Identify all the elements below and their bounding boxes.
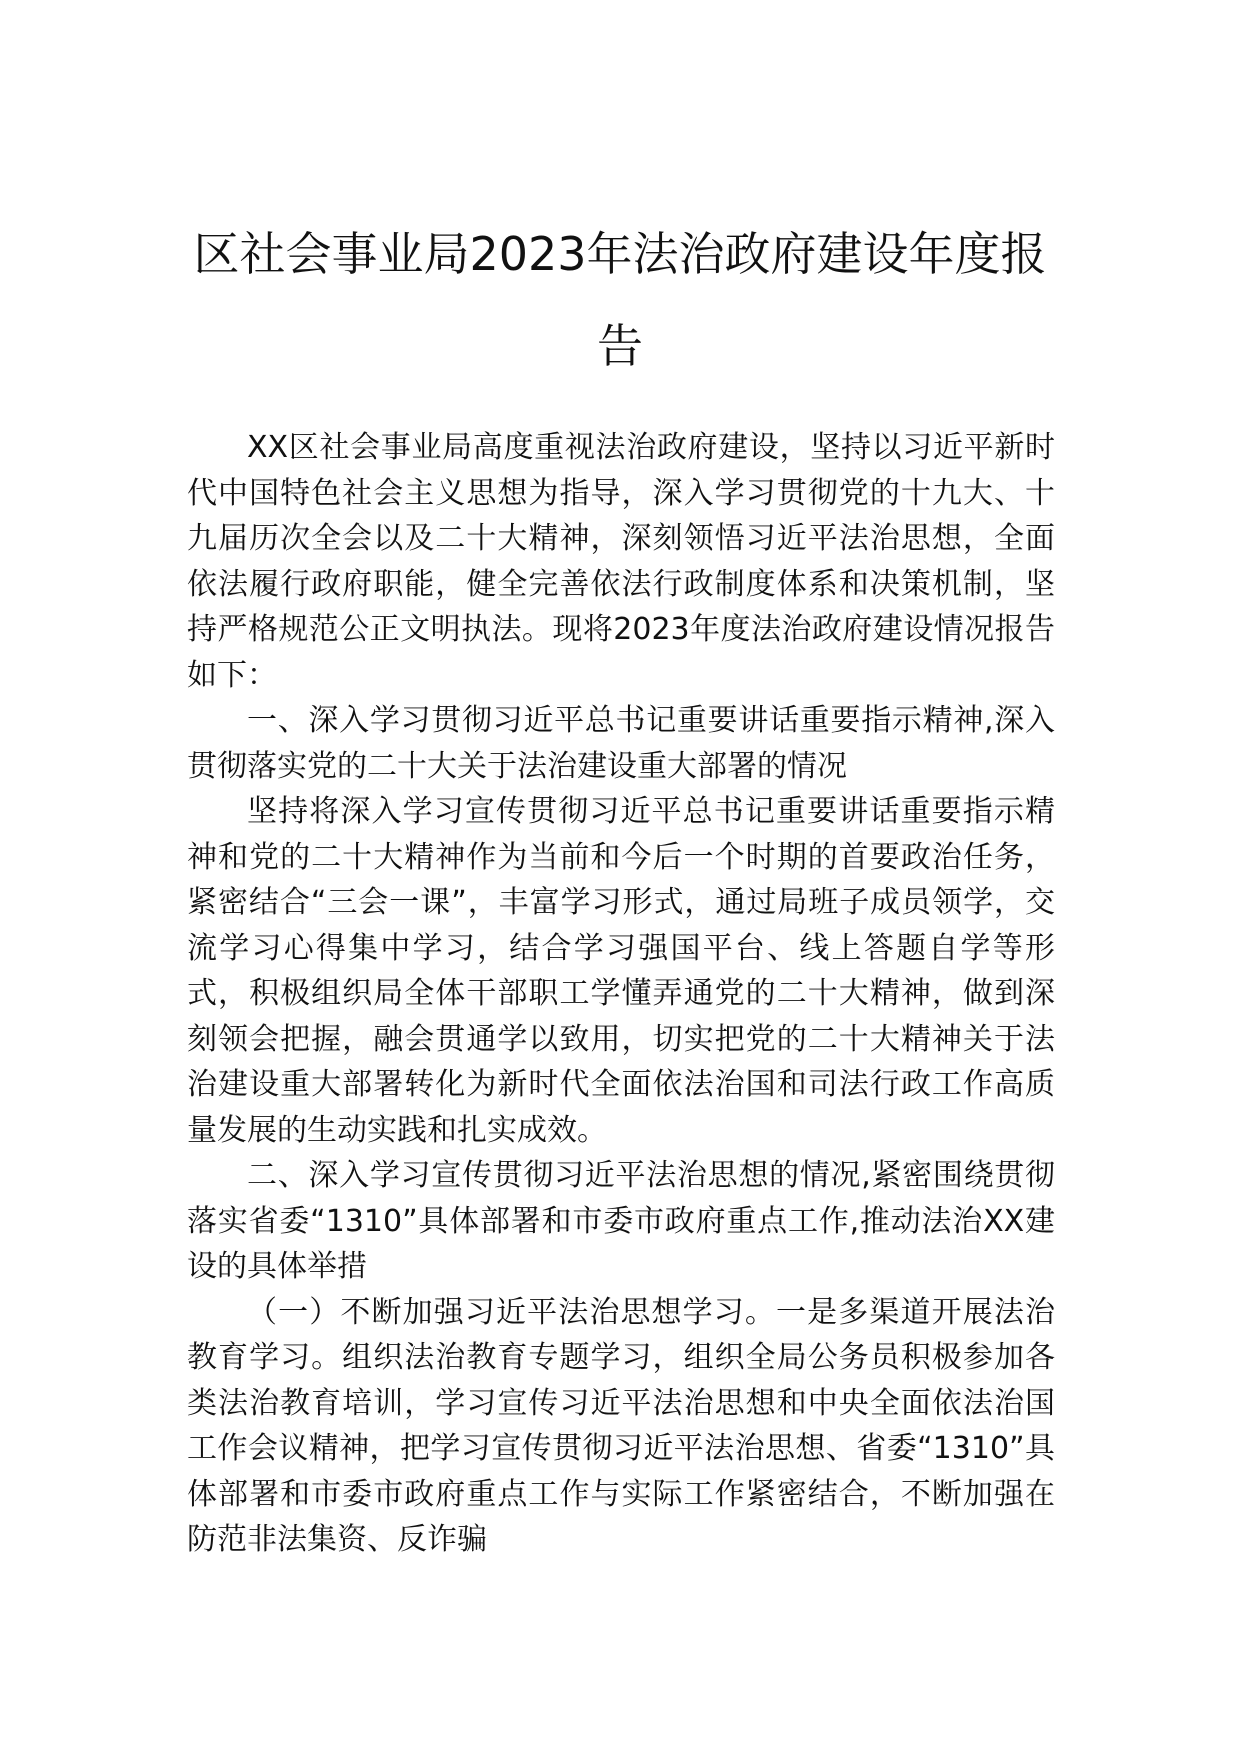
- document-title: [180, 208, 1060, 392]
- section-heading-2: 二、深入学习宣传贯彻习近平法治思想的情况,紧密围绕贯彻落实省委“1310”具体部署和市委市政府重点工作,推动法治XX建设的具体举措: [187, 1158, 1055, 1284]
- paragraph-section-1: 坚持将深入学习宣传贯彻习近平总书记重要讲话重要指示精神和党的二十大精神作为当前和今后一个时期的首要政治任务，紧密结合“三会一课”，丰富学习形式，通过局班子成员领学，交流学习心得集中学习，结合学习强国平台、线上答题自学等形式，积极组织局全体干部职工学懂弄通党的二十大精神，做到深刻领会把握，融会贯通学以致用，切实把党的二十大精神关于法治建设重大部署转化为新时代全面依法治国和司法行政工作高质量发展的生动实践和扎实成效。: [187, 794, 1055, 1148]
- paragraph-subsection-1: （一）不断加强习近平法治思想学习。一是多渠道开展法治教育学习。组织法治教育专题学习，组织全局公务员积极参加各类法治教育培训，学习宣传习近平法治思想和中央全面依法治国工作会议精神，把学习宣传贯彻习近平法治思想、省委“1310”具体部署和市委市政府重点工作与实际工作紧密结合，不断加强在防范非法集资、反诈骗: [187, 1294, 1055, 1557]
- paragraph-intro: XX区社会事业局高度重视法治政府建设，坚持以习近平新时代中国特色社会主义思想为指导，深入学习贯彻党的十九大、十九届历次全会以及二十大精神，深刻领悟习近平法治思想，全面依法履行政府职能，健全完善依法行政制度体系和决策机制，坚持严格规范公正文明执法。现将2023年度法治政府建设情况报告如下：: [187, 430, 1055, 693]
- document-body: [187, 425, 1055, 1563]
- section-heading-1: 一、深入学习贯彻习近平总书记重要讲话重要指示精神,深入贯彻落实党的二十大关于法治建设重大部署的情况: [187, 703, 1055, 784]
- title-line-2: 告: [597, 319, 643, 373]
- title-line-1: 区社会事业局2023年法治政府建设年度报: [193, 227, 1047, 281]
